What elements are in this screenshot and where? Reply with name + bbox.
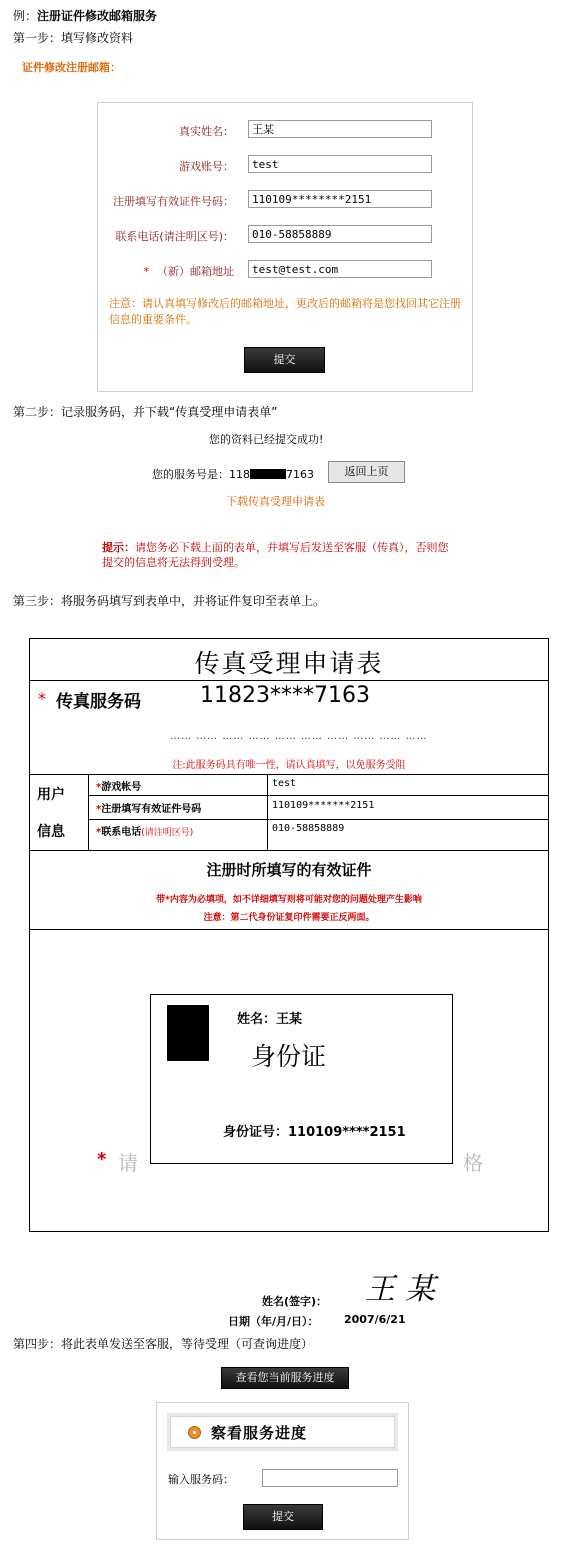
user-info-label-2: 信息: [37, 824, 65, 840]
field-label: [144, 263, 235, 279]
id-warning-2: 注意：第二代身份证复印件需要正反两面。: [203, 913, 375, 923]
redacted-block: [250, 469, 286, 479]
service-code-note: 注:此服务码具有唯一性，请认真填写，以免服务受阻: [172, 760, 406, 771]
service-number-label: 您的服务号是：: [152, 468, 229, 481]
user-row-value: 010-58858889: [272, 823, 345, 834]
field-new-email: [98, 260, 472, 280]
panel-title: 察看服务进度: [211, 1424, 308, 1442]
user-row-label: 注册填写有效证件号码: [101, 804, 202, 815]
id-card-number: 身份证号：110109****2151: [223, 1125, 406, 1140]
dotted-line: …… …… …… …… …… …… …… …… …… ……: [170, 731, 428, 742]
real-name-input[interactable]: 王某: [248, 120, 432, 138]
id-photo: [167, 1005, 209, 1061]
field-id-number: [98, 190, 472, 210]
date-label: 日期（年/月/日）：: [228, 1315, 319, 1328]
panel-header-inner: [170, 1416, 395, 1448]
step1-notice: 注意：请认真填写修改后的邮箱地址，更改后的邮箱将是您找回其它注册信息的重要条件。: [109, 297, 461, 326]
tip-text: 请您务必下载上面的表单，并填写后发送至客服（传真），否则您提交的信息将无法得到受理。: [102, 541, 449, 569]
view-progress-button[interactable]: 查看您当前服务进度: [221, 1367, 349, 1389]
panel-header: [167, 1413, 398, 1451]
divider: [88, 795, 548, 796]
divider: [30, 774, 548, 775]
user-row-label: 游戏帐号: [101, 782, 142, 793]
field-real-name: [98, 120, 472, 140]
required-star: *: [97, 1149, 107, 1170]
step1-section-title: 证件修改注册邮箱：: [22, 61, 121, 74]
step2-heading: 第二步：记录服务码，并下载“传真受理申请表单”: [13, 405, 278, 419]
id-number-input[interactable]: 110109********2151: [248, 190, 432, 208]
service-number-line: [152, 467, 314, 483]
service-number-prefix: 118: [229, 468, 250, 481]
id-card-title: 身份证: [251, 1042, 327, 1071]
divider: [267, 774, 268, 850]
required-star: *: [38, 689, 46, 708]
step1-heading: 第一步：填写修改资料: [13, 31, 134, 45]
service-code-input[interactable]: [262, 1469, 398, 1487]
id-warning-1: 带*内容为必填项，如不详细填写则将可能对您的问题处理产生影响: [156, 895, 422, 905]
id-card: [150, 994, 453, 1164]
intro-line: [13, 8, 157, 24]
divider: [30, 850, 548, 851]
service-code-label: 传真服务码: [56, 692, 141, 712]
step4-heading: 第四步：将此表单发送至客服，等待受理（可查询进度）: [13, 1337, 314, 1351]
back-button[interactable]: 返回上页: [328, 461, 405, 483]
required-mark: *: [143, 265, 149, 278]
user-row-value: 110109*******2151: [272, 800, 375, 811]
field-label: 注册填写有效证件号码：: [113, 195, 234, 208]
field-label: 联系电话(请注明区号)：: [115, 230, 234, 243]
query-submit-button[interactable]: 提交: [243, 1504, 323, 1530]
progress-query-panel: [156, 1402, 409, 1540]
step3-heading: 第三步：将服务码填写到表单中，并将证件复印至表单上。: [13, 594, 326, 608]
user-info-label-1: 用户: [37, 787, 65, 803]
download-form-link[interactable]: 下载传真受理申请表: [226, 495, 325, 508]
fax-form-title: 传真受理申请表: [194, 649, 384, 678]
divider: [30, 680, 548, 681]
date-value: 2007/6/21: [344, 1313, 406, 1326]
user-row-value: test: [272, 778, 297, 789]
field-label: 游戏账号：: [179, 160, 234, 173]
field-game-account: [98, 155, 472, 175]
divider: [88, 774, 89, 850]
submit-success-text: 您的资料已经提交成功!: [209, 433, 324, 446]
intro-prefix: 例：: [13, 9, 38, 23]
new-email-input[interactable]: test@test.com: [248, 260, 432, 278]
user-row-label: 联系电话: [101, 827, 142, 838]
user-row-phone: *联系电话(请注明区号): [96, 827, 194, 838]
field-label: 真实姓名：: [179, 125, 234, 138]
game-account-input[interactable]: test: [248, 155, 432, 173]
id-section-title: 注册时所填写的有效证件: [206, 861, 372, 879]
divider: [88, 819, 548, 820]
intro-title: 注册证件修改邮箱服务: [37, 9, 158, 23]
service-code-value: 11823****7163: [200, 683, 370, 708]
submit-button[interactable]: 提交: [244, 347, 325, 373]
signature-label: 姓名(签字)：: [262, 1295, 328, 1308]
signature: 王某: [365, 1272, 445, 1307]
user-row-account: *游戏帐号: [96, 782, 142, 793]
user-row-id: *注册填写有效证件号码: [96, 804, 202, 815]
step1-form-panel: [97, 102, 473, 392]
orange-circle-icon: [188, 1426, 201, 1439]
phone-input[interactable]: 010-58858889: [248, 225, 432, 243]
user-row-sub: (请注明区号): [141, 828, 194, 838]
side-text-right: 格: [463, 1151, 483, 1175]
fax-application-form: [29, 638, 549, 1232]
id-card-name: 姓名：王某: [237, 1012, 303, 1027]
service-number-suffix: 7163: [286, 468, 314, 481]
side-text-left: 请: [118, 1151, 138, 1175]
divider: [30, 929, 548, 930]
tip-label: 提示：: [102, 541, 135, 554]
field-phone: [98, 225, 472, 245]
field-label-text: （新）邮箱地址: [157, 265, 234, 278]
step2-tip: [102, 540, 450, 570]
service-code-input-label: 输入服务码：: [168, 1473, 234, 1486]
